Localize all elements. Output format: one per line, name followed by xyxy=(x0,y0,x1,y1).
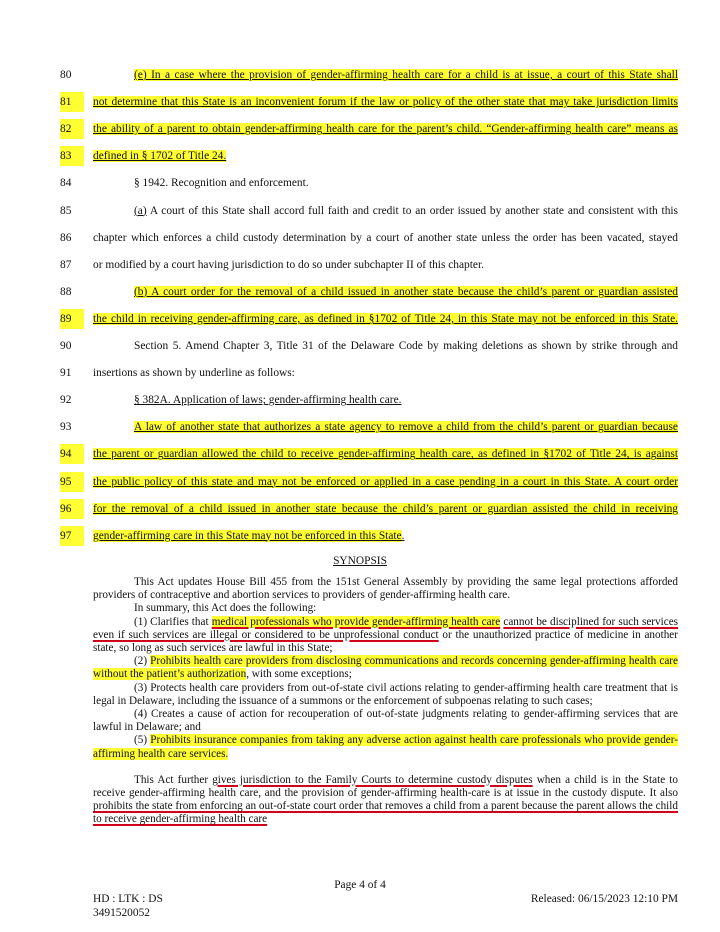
line-segment: A law of another state that authorizes a state agency to remove a child from the child’s parent or guardian because xyxy=(134,421,678,434)
line-segment: chapter which enforces a child custody determination by a court of another state unless the order has been vacated, stayed xyxy=(93,231,678,244)
page-number: Page 4 of 4 xyxy=(334,879,386,891)
line-number: 81 xyxy=(60,92,84,112)
bill-line xyxy=(0,363,720,383)
line-number: 82 xyxy=(60,119,84,139)
bill-line xyxy=(0,499,720,519)
line-segment: (a) xyxy=(134,204,147,217)
line-text xyxy=(93,309,678,329)
line-number: 96 xyxy=(60,499,84,519)
bill-line xyxy=(0,444,720,464)
line-segment: gender-affirming care in this State may not be enforced in this State xyxy=(93,529,402,542)
bill-line xyxy=(0,146,720,166)
synopsis-summary-lead: In summary, this Act does the following: xyxy=(134,602,317,615)
line-segment: the public policy of this state and may not be enforced or applied in a case pending in a court in this State. A court order xyxy=(93,475,678,488)
line-text xyxy=(134,65,678,85)
line-text xyxy=(93,119,678,139)
item1-underline: cannot be disciplined for such services even if such services are illegal or considered to be unprofessional conduct xyxy=(93,615,679,641)
bill-line xyxy=(0,173,720,193)
line-number: 93 xyxy=(60,421,72,434)
further-underline-1: gives jurisdiction to the Family Courts to determine custody disputes xyxy=(212,773,533,786)
line-number: 84 xyxy=(60,177,72,190)
line-number: 80 xyxy=(60,69,72,81)
further-underline-2: prohibits the state from enforcing an out-of-state court order that removes a child from a parent because the parent allows the child to receive gender-affirming health care xyxy=(93,800,678,826)
line-number: 97 xyxy=(60,526,84,546)
item2-highlight: Prohibits health care providers from disclosing communications and records concerning gender-affirming health care without the patient’s authorization xyxy=(93,655,679,681)
line-segment: § 1942. Recognition and enforcement. xyxy=(134,177,309,190)
synopsis-item-5 xyxy=(93,734,678,760)
bill-line xyxy=(0,282,720,302)
line-text xyxy=(134,417,678,437)
line-text xyxy=(93,444,678,464)
line-segment: or modified by a court having jurisdiction to do so under subchapter II of this chapter. xyxy=(93,258,484,271)
line-segment: defined in § 1702 of Title 24. xyxy=(93,150,227,163)
line-number: 91 xyxy=(60,367,72,380)
synopsis-item-2 xyxy=(93,655,678,681)
footer-released: Released: 06/15/2023 12:10 PM xyxy=(530,893,678,905)
line-text xyxy=(134,282,678,302)
line-segment: the ability of a parent to obtain gender-affirming health care for the parent’s child. “Gender-affirming health care” means as xyxy=(93,123,678,136)
line-segment: not determine that this State is an inconvenient forum if the law or policy of the other state that may take jurisdiction limits xyxy=(93,96,678,109)
synopsis-item-1 xyxy=(93,616,678,656)
bill-line xyxy=(0,309,720,329)
line-segment: § 382A. Application of laws; gender-affirming health care. xyxy=(134,394,402,407)
bill-line xyxy=(0,336,720,356)
bill-line xyxy=(0,228,720,248)
item1-highlight: medical professionals who provide gender-affirming health care xyxy=(211,615,501,628)
line-segment: the parent or guardian allowed the child to receive gender-affirming health care, as defined in §1702 of Title 24, is against xyxy=(93,448,678,461)
line-number: 90 xyxy=(60,340,72,352)
line-number: 88 xyxy=(60,285,72,298)
line-text xyxy=(134,173,678,193)
line-text xyxy=(93,146,678,166)
line-segment: the child in receiving gender-affirming care, as defined in §1702 of Title 24, in this State may not be enforced in this State. xyxy=(93,312,678,325)
line-segment: . xyxy=(401,529,405,542)
line-number: 89 xyxy=(60,309,84,329)
line-number: 95 xyxy=(60,472,84,492)
line-text xyxy=(93,472,678,492)
synopsis-further xyxy=(93,774,678,827)
bill-line xyxy=(0,65,720,85)
line-segment: A court of this State shall accord full faith and credit to an order issued by another state and consistent with this xyxy=(146,204,678,217)
line-number: 94 xyxy=(60,444,84,464)
item5-number: (5) xyxy=(134,734,151,747)
line-text xyxy=(134,390,678,410)
line-text xyxy=(134,201,678,221)
bill-line xyxy=(0,390,720,410)
item1-text: (1) Clarifies that xyxy=(134,615,212,628)
item2-number: (2) xyxy=(134,655,151,668)
line-segment: In a case where the provision of gender-affirming health care for a child is at issue, a court of this State shall xyxy=(151,69,678,81)
footer-doc-code: HD : LTK : DS xyxy=(93,893,163,905)
line-text xyxy=(93,255,678,275)
synopsis-item-3: (3) Protects health care providers from out-of-state civil actions relating to gender-affirming health care treatment that is legal in Delaware, including the issuance of a summons or the enforcement of subpoenas relating to such cases; xyxy=(93,681,678,707)
line-text xyxy=(93,526,678,546)
further-text: This Act further xyxy=(134,773,213,786)
bill-line xyxy=(0,526,720,546)
line-number: 92 xyxy=(60,394,72,407)
line-number: 86 xyxy=(60,231,72,244)
line-segment: (e) xyxy=(134,69,152,81)
line-number: 85 xyxy=(60,204,72,217)
bill-line xyxy=(0,201,720,221)
line-text xyxy=(93,92,678,112)
line-segment: for the removal of a child issued in another state because the child’s parent or guardian assisted the child in receiving xyxy=(93,502,678,515)
line-segment: (b) A court order for the removal of a child issued in another state because the child’s parent or guardian assisted xyxy=(134,285,678,298)
bill-line xyxy=(0,255,720,275)
footer-doc-id: 3491520052 xyxy=(93,907,150,919)
bill-line xyxy=(0,472,720,492)
further-mid: when a child is in the State to receive gender-affirming health care, and the provision of gender-affirming health-care is at issue in the custody dispute. It also xyxy=(93,773,678,800)
item2-rest: , with some exceptions; xyxy=(246,668,352,681)
line-text xyxy=(134,336,678,356)
synopsis-body xyxy=(93,576,678,827)
line-number: 83 xyxy=(60,146,84,166)
bill-line xyxy=(0,92,720,112)
bill-line xyxy=(0,417,720,437)
line-segment: Section 5. Amend Chapter 3, Title 31 of the Delaware Code by making deletions as shown by strike through and xyxy=(134,340,678,352)
line-text xyxy=(93,499,678,519)
synopsis-item-4: (4) Creates a cause of action for recouperation of out-of-state judgments relating to gender-affirming services that are lawful in Delaware; and xyxy=(93,708,678,734)
line-number: 87 xyxy=(60,258,72,271)
line-segment: insertions as shown by underline as follows: xyxy=(93,367,295,380)
line-text xyxy=(93,363,678,383)
synopsis-gap xyxy=(93,761,678,774)
synopsis-intro: This Act updates House Bill 455 from the 151st General Assembly by providing the same legal protections afforded providers of contraceptive and abortion services to providers of gender-affirming health care. xyxy=(93,576,678,602)
bill-line xyxy=(0,119,720,139)
item1-rest: or the unauthorized practice of medicine in another state, so long as such services are lawful in this State; xyxy=(93,628,678,655)
item5-highlight: Prohibits insurance companies from taking any adverse action against health care professionals who provide gender-affirming health care services. xyxy=(93,734,678,760)
synopsis-title: SYNOPSIS xyxy=(333,555,387,567)
line-text xyxy=(93,228,678,248)
